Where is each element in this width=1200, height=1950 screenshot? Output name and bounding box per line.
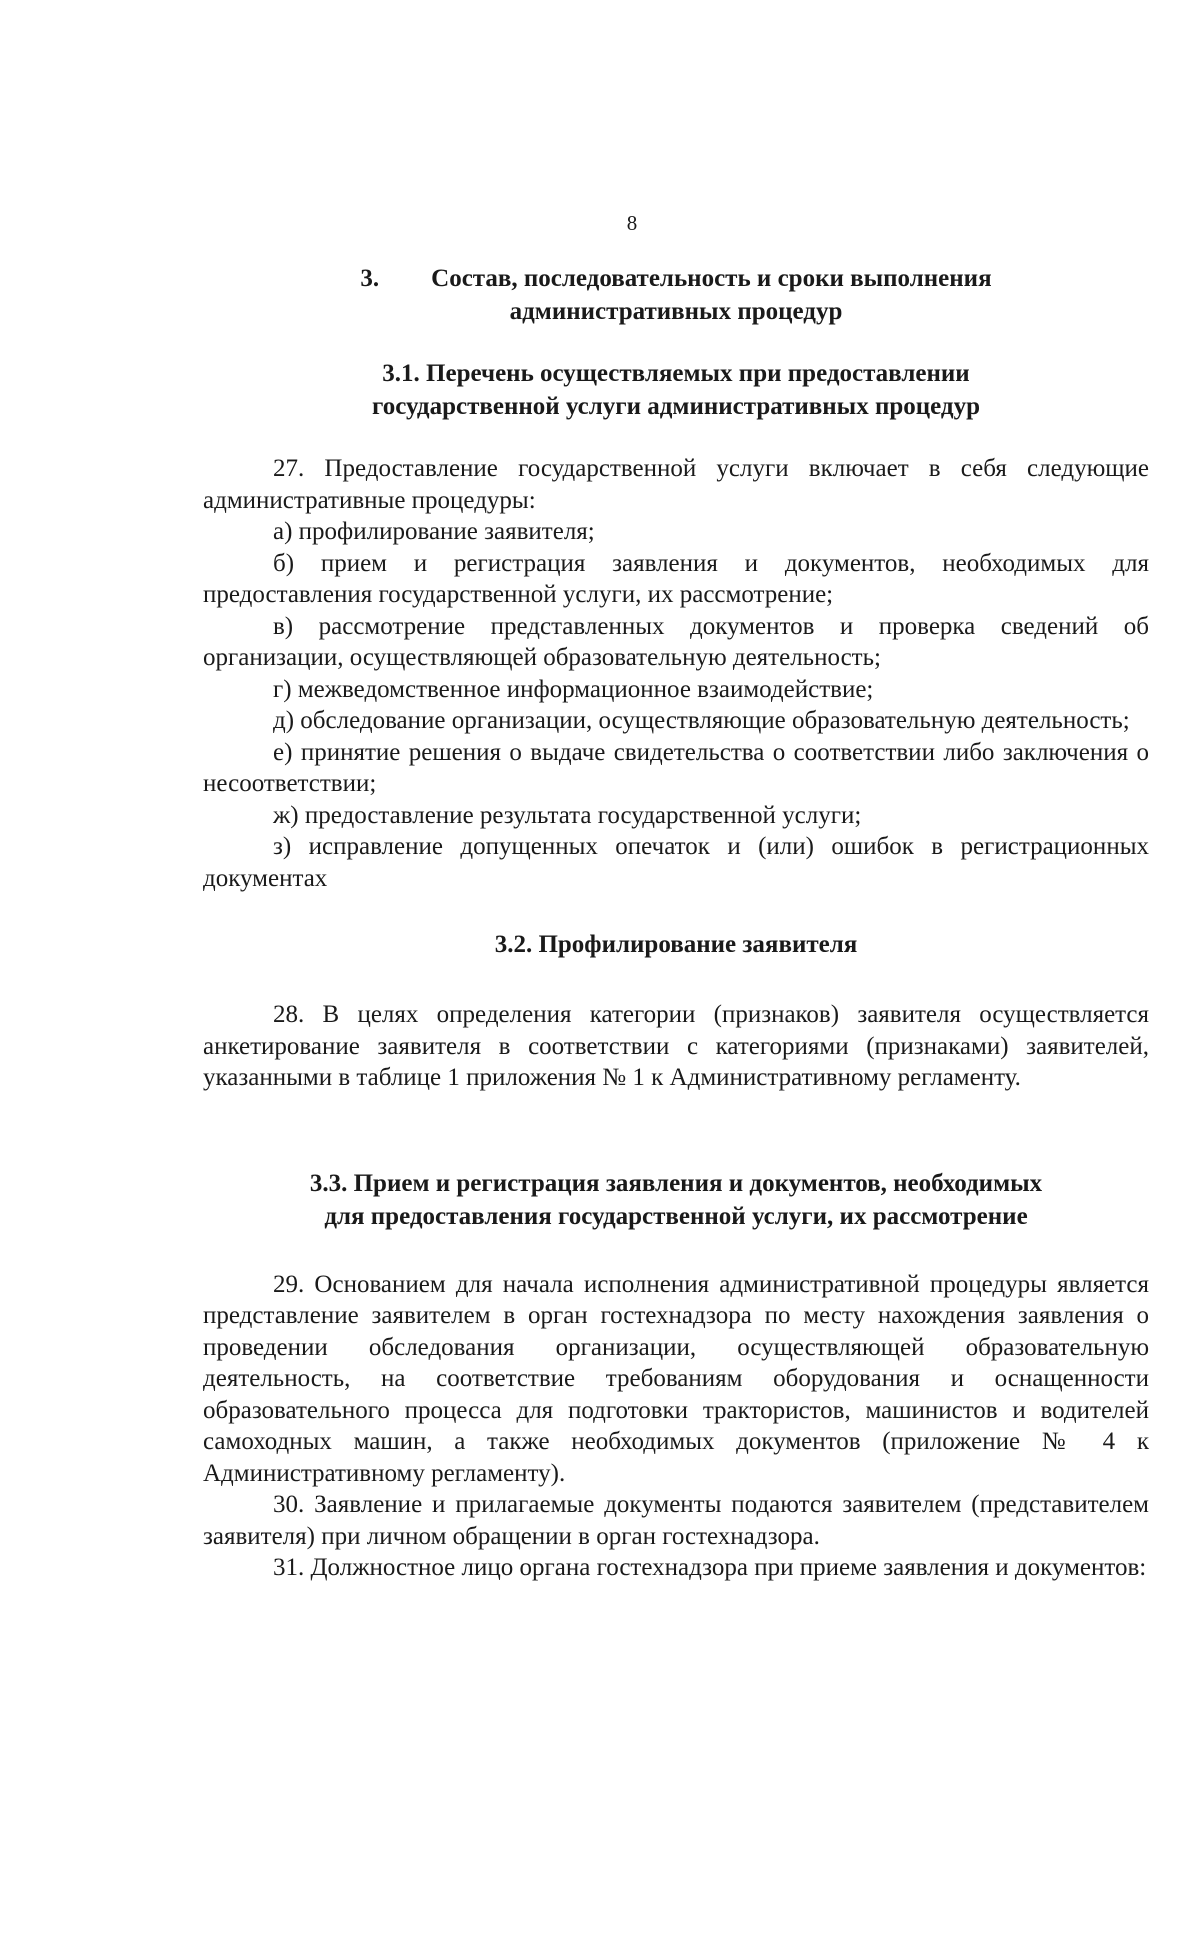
list-item-z: з) исправление допущенных опечаток и (или) ошибок в регистрационных документах [203, 833, 1149, 892]
section-3-2-title: 3.2. Профилирование заявителя [494, 931, 858, 958]
list-item-g: г) межведомственное информационное взаимодействие; [273, 675, 874, 703]
list-item-v: в) рассмотрение представленных документов и проверка сведений об организации, осуществляющей образовательную деятельность; [203, 612, 1149, 671]
list-item-e: е) принятие решения о выдаче свидетельства о соответствии либо заключения о несоответствии; [203, 738, 1149, 797]
list-item-d: д) обследование организации, осуществляющие образовательную деятельность; [273, 707, 1130, 734]
section-3-1-title-line-2: государственной услуги административных процедур [372, 393, 980, 420]
paragraph-27: 27. Предоставление государственной услуги включает в себя следующие административные процедуры: [203, 455, 1149, 514]
section-3-3-title-line-1: 3.3. Прием и регистрация заявления и документов, необходимых [309, 1169, 1043, 1197]
paragraph-29: 29. Основанием для начала исполнения административной процедуры является представление заявителем в орган гостехнадзора по месту нахождения заявления о проведении обследования организации, осуществляющей образовательную деятельность, на соответствие требованиям оборудования и оснащенности образовательного процесса для подготовки трактористов, машинистов и водителей самоходных машин, а также необходимых документов (приложение № 4 к Административному регламенту). [203, 1270, 1149, 1487]
section-3-title-line-1: Состав, последовательность и сроки выполнения [431, 265, 992, 292]
section-3-title-line-2: административных процедур [509, 298, 843, 325]
paragraph-31: 31. Должностное лицо органа гостехнадзора при приеме заявления и документов: [273, 1554, 1147, 1581]
paragraph-30: 30. Заявление и прилагаемые документы подаются заявителем (представителем заявителя) при личном обращении в орган гостехнадзора. [203, 1491, 1149, 1550]
section-3-heading-line-1 [203, 262, 1149, 295]
section-3-3-heading [203, 1167, 1149, 1233]
section-3-2-heading [203, 928, 1149, 961]
section-3-1-title-line-1: 3.1. Перечень осуществляемых при предоставлении [382, 360, 970, 387]
section-3-heading [203, 262, 1149, 328]
section-3-number: 3. [360, 265, 380, 292]
list-item-zh: ж) предоставление результата государственной услуги; [273, 801, 862, 829]
list-item-a: а) профилирование заявителя; [273, 518, 595, 545]
section-3-3-title-line-2: для предоставления государственной услуги, их рассмотрение [324, 1202, 1028, 1230]
list-item-b: б) прием и регистрация заявления и документов, необходимых для предоставления государственной услуги, их рассмотрение; [203, 549, 1149, 608]
paragraph-28: 28. В целях определения категории (признаков) заявителя осуществляется анкетирование заявителя в соответствии с категориями (признаками) заявителей, указанными в таблице 1 приложения № 1 к Административному регламенту. [203, 1001, 1149, 1091]
document-body [203, 262, 1149, 1584]
section-3-1-heading [203, 357, 1149, 423]
page-number: 8 [626, 211, 638, 235]
